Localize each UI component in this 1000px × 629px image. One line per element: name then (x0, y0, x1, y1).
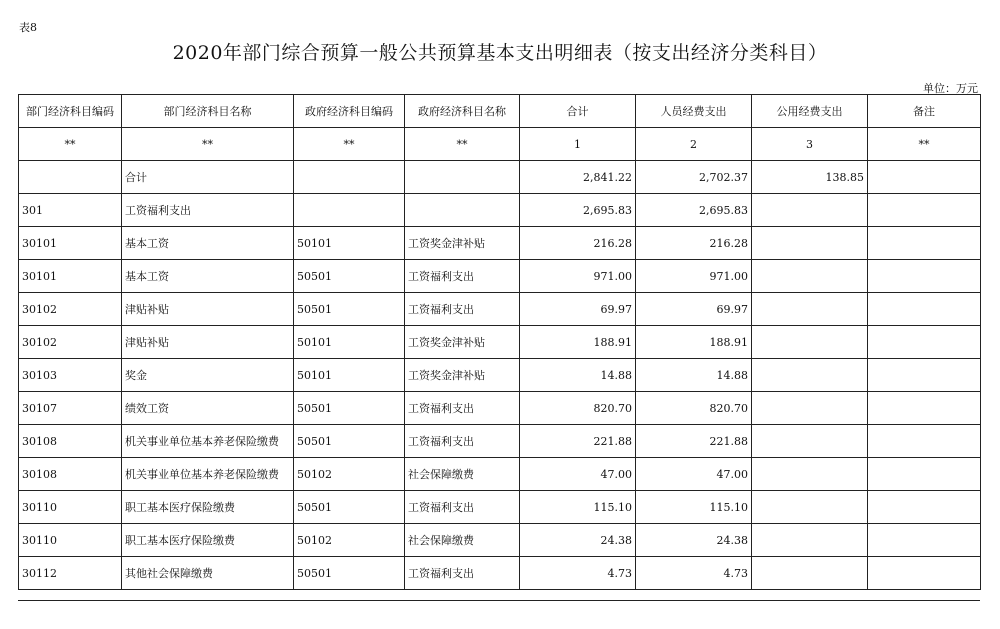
public-cell (752, 425, 868, 458)
dept-code-cell: 30101 (19, 227, 122, 260)
gov-code-cell: 50102 (294, 524, 405, 557)
dept-code-cell: 30112 (19, 557, 122, 590)
note-cell (868, 491, 981, 524)
unit-label: 单位：万元 (923, 82, 978, 95)
note-cell (868, 293, 981, 326)
dept-code-cell (19, 161, 122, 194)
gov-name-cell: 工资奖金津补贴 (405, 227, 520, 260)
table-row (19, 293, 981, 326)
personnel-cell: 221.88 (636, 425, 752, 458)
personnel-cell: 216.28 (636, 227, 752, 260)
note-cell (868, 260, 981, 293)
table-row (19, 161, 981, 194)
header-personnel: 人员经费支出 (636, 95, 752, 128)
total-cell: 2,695.83 (520, 194, 636, 227)
total-cell: 47.00 (520, 458, 636, 491)
index-row (19, 128, 981, 161)
table-row (19, 194, 981, 227)
dept-code-cell: 30110 (19, 524, 122, 557)
gov-code-cell: 50101 (294, 326, 405, 359)
dept-code-cell: 30107 (19, 392, 122, 425)
dept-name-cell: 基本工资 (122, 227, 294, 260)
gov-name-cell: 工资福利支出 (405, 293, 520, 326)
personnel-cell: 2,695.83 (636, 194, 752, 227)
index-cell: ** (122, 128, 294, 161)
dept-name-cell: 机关事业单位基本养老保险缴费 (122, 458, 294, 491)
header-public: 公用经费支出 (752, 95, 868, 128)
dept-code-cell: 30103 (19, 359, 122, 392)
table-row (19, 227, 981, 260)
gov-name-cell: 工资福利支出 (405, 557, 520, 590)
gov-name-cell: 工资福利支出 (405, 491, 520, 524)
total-cell: 188.91 (520, 326, 636, 359)
note-cell (868, 161, 981, 194)
total-cell: 221.88 (520, 425, 636, 458)
dept-name-cell: 绩效工资 (122, 392, 294, 425)
personnel-cell: 69.97 (636, 293, 752, 326)
note-cell (868, 392, 981, 425)
note-cell (868, 227, 981, 260)
public-cell (752, 326, 868, 359)
gov-name-cell (405, 161, 520, 194)
note-cell (868, 425, 981, 458)
public-cell (752, 227, 868, 260)
dept-name-cell: 其他社会保障缴费 (122, 557, 294, 590)
gov-code-cell: 50501 (294, 392, 405, 425)
dept-code-cell: 30110 (19, 491, 122, 524)
dept-name-cell: 奖金 (122, 359, 294, 392)
dept-name-cell: 基本工资 (122, 260, 294, 293)
header-gov-code: 政府经济科目编码 (294, 95, 405, 128)
index-cell: 3 (752, 128, 868, 161)
personnel-cell: 14.88 (636, 359, 752, 392)
note-cell (868, 458, 981, 491)
total-cell: 2,841.22 (520, 161, 636, 194)
note-cell (868, 359, 981, 392)
index-cell: ** (19, 128, 122, 161)
dept-name-cell: 工资福利支出 (122, 194, 294, 227)
gov-code-cell: 50102 (294, 458, 405, 491)
table-row (19, 392, 981, 425)
table-row (19, 557, 981, 590)
total-cell: 24.38 (520, 524, 636, 557)
public-cell (752, 359, 868, 392)
index-cell: 2 (636, 128, 752, 161)
note-cell (868, 194, 981, 227)
index-cell: 1 (520, 128, 636, 161)
expenditure-table (18, 94, 981, 590)
public-cell (752, 557, 868, 590)
dept-name-cell: 津贴补贴 (122, 326, 294, 359)
gov-name-cell (405, 194, 520, 227)
table-bottom-border (18, 600, 980, 601)
total-cell: 820.70 (520, 392, 636, 425)
gov-code-cell: 50501 (294, 491, 405, 524)
table-body (19, 161, 981, 590)
personnel-cell: 47.00 (636, 458, 752, 491)
total-cell: 971.00 (520, 260, 636, 293)
note-cell (868, 524, 981, 557)
table-row (19, 425, 981, 458)
gov-name-cell: 工资福利支出 (405, 260, 520, 293)
public-cell: 138.85 (752, 161, 868, 194)
personnel-cell: 4.73 (636, 557, 752, 590)
gov-code-cell: 50101 (294, 359, 405, 392)
index-cell: ** (405, 128, 520, 161)
table-row (19, 458, 981, 491)
dept-code-cell: 301 (19, 194, 122, 227)
public-cell (752, 524, 868, 557)
dept-code-cell: 30102 (19, 293, 122, 326)
public-cell (752, 293, 868, 326)
header-total: 合计 (520, 95, 636, 128)
gov-name-cell: 工资奖金津补贴 (405, 359, 520, 392)
dept-name-cell: 合计 (122, 161, 294, 194)
gov-name-cell: 工资奖金津补贴 (405, 326, 520, 359)
total-cell: 14.88 (520, 359, 636, 392)
total-cell: 216.28 (520, 227, 636, 260)
gov-code-cell (294, 161, 405, 194)
table-id: 表8 (19, 21, 37, 34)
public-cell (752, 260, 868, 293)
note-cell (868, 326, 981, 359)
table-row (19, 359, 981, 392)
gov-code-cell: 50501 (294, 425, 405, 458)
personnel-cell: 971.00 (636, 260, 752, 293)
header-dept-name: 部门经济科目名称 (122, 95, 294, 128)
gov-code-cell: 50501 (294, 293, 405, 326)
gov-name-cell: 社会保障缴费 (405, 524, 520, 557)
dept-name-cell: 职工基本医疗保险缴费 (122, 491, 294, 524)
total-cell: 115.10 (520, 491, 636, 524)
public-cell (752, 194, 868, 227)
public-cell (752, 458, 868, 491)
dept-code-cell: 30102 (19, 326, 122, 359)
dept-code-cell: 30108 (19, 458, 122, 491)
gov-code-cell: 50101 (294, 227, 405, 260)
personnel-cell: 115.10 (636, 491, 752, 524)
table-row (19, 524, 981, 557)
dept-name-cell: 津贴补贴 (122, 293, 294, 326)
personnel-cell: 820.70 (636, 392, 752, 425)
dept-name-cell: 职工基本医疗保险缴费 (122, 524, 294, 557)
personnel-cell: 188.91 (636, 326, 752, 359)
gov-code-cell: 50501 (294, 260, 405, 293)
gov-code-cell: 50501 (294, 557, 405, 590)
header-row (19, 95, 981, 128)
total-cell: 69.97 (520, 293, 636, 326)
index-cell: ** (294, 128, 405, 161)
note-cell (868, 557, 981, 590)
table-row (19, 491, 981, 524)
gov-name-cell: 工资福利支出 (405, 425, 520, 458)
dept-code-cell: 30101 (19, 260, 122, 293)
dept-code-cell: 30108 (19, 425, 122, 458)
gov-name-cell: 工资福利支出 (405, 392, 520, 425)
dept-name-cell: 机关事业单位基本养老保险缴费 (122, 425, 294, 458)
header-note: 备注 (868, 95, 981, 128)
total-cell: 4.73 (520, 557, 636, 590)
personnel-cell: 24.38 (636, 524, 752, 557)
header-gov-name: 政府经济科目名称 (405, 95, 520, 128)
index-cell: ** (868, 128, 981, 161)
table-row (19, 260, 981, 293)
gov-code-cell (294, 194, 405, 227)
public-cell (752, 392, 868, 425)
personnel-cell: 2,702.37 (636, 161, 752, 194)
page-title: 2020年部门综合预算一般公共预算基本支出明细表（按支出经济分类科目） (172, 42, 828, 64)
gov-name-cell: 社会保障缴费 (405, 458, 520, 491)
header-dept-code: 部门经济科目编码 (19, 95, 122, 128)
public-cell (752, 491, 868, 524)
table-row (19, 326, 981, 359)
